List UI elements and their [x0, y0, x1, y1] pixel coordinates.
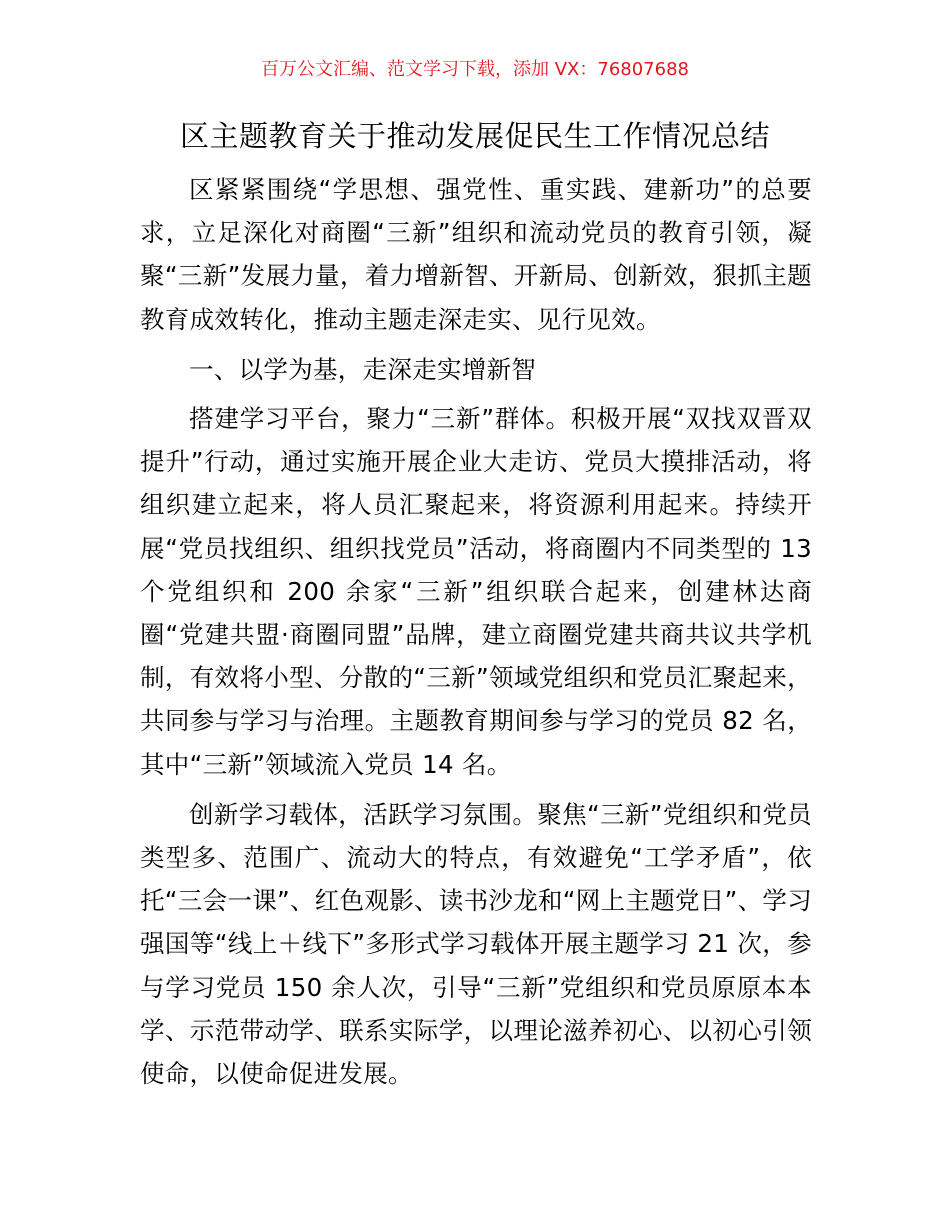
section-heading-1: 一、以学为基，走深走实增新智	[189, 354, 537, 384]
intro-paragraph: 区紧紧围绕“学思想、强党性、重实践、建新功”的总要求，立足深化对商圈“三新”组织和流动党员的教育引领，凝聚“三新”发展力量，着力增新智、开新局、创新效，狠抓主题教育成效转化，推动主题走深走实、见行见效。	[140, 175, 812, 334]
document-body	[140, 168, 812, 1095]
watermark-banner: 百万公文汇编、范文学习下载，添加 VX：76807688	[261, 59, 689, 80]
document-title: 区主题教育关于推动发展促民生工作情况总结	[179, 119, 770, 153]
body-paragraph-1: 搭建学习平台，聚力“三新”群体。积极开展“双找双晋双提升”行动，通过实施开展企业大走访、党员大摸排活动，将组织建立起来，将人员汇聚起来，将资源利用起来。持续开展“党员找组织、组织找党员”活动，将商圈内不同类型的 13 个党组织和 200 余家“三新”组织联合起来，创建林达商圈“党建共盟·商圈同盟”品牌，建立商圈党建共商共议共学机制，有效将小型、分散的“三新”领域党组织和党员汇聚起来，共同参与学习与治理。主题教育期间参与学习的党员 82 名，其中“三新”领域流入党员 14 名。	[140, 404, 812, 779]
body-paragraph-2: 创新学习载体，活跃学习氛围。聚焦“三新”党组织和党员类型多、范围广、流动大的特点，有效避免“工学矛盾”，依托“三会一课”、红色观影、读书沙龙和“网上主题党日”、学习强国等“线上＋线下”多形式学习载体开展主题学习 21 次，参与学习党员 150 余人次，引导“三新”党组织和党员原原本本学、示范带动学、联系实际学，以理论滋养初心、以初心引领使命，以使命促进发展。	[140, 799, 812, 1089]
